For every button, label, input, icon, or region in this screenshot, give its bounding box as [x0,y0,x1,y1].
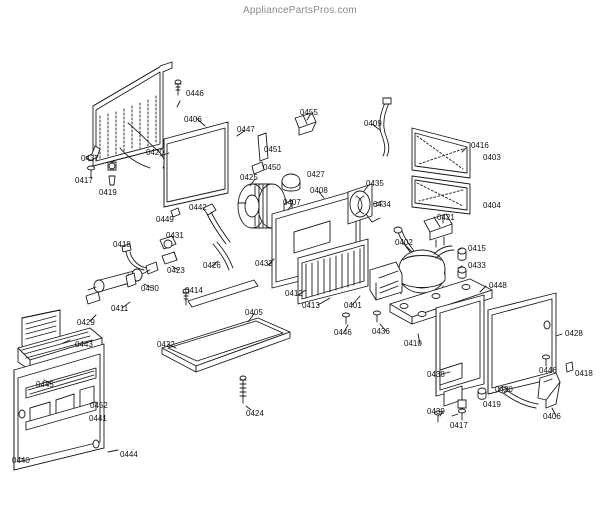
part-0405-shelf [162,318,290,372]
part-label: 0410 [404,339,422,348]
part-label: 0434 [373,200,391,209]
part-label: 0455 [300,108,318,117]
part-0419-washer-lower [478,388,486,399]
part-0419-washer [108,162,116,185]
part-label: 0406 [184,115,202,124]
part-label: 0418 [575,369,593,378]
part-0406-handle [538,373,560,408]
part-label: 0421 [437,213,455,222]
part-label: 0404 [483,201,501,210]
part-0436-screw [374,311,381,322]
part-0404-rear-panel-lower [412,176,470,214]
part-label: 0424 [246,409,264,418]
part-0430-clip [126,273,136,287]
part-label: 0443 [75,340,93,349]
part-0447-inner-door-panel [164,122,228,207]
part-label: 0405 [245,308,263,317]
part-label: 0446 [186,89,204,98]
part-label: 0448 [489,281,507,290]
part-label: 0446 [539,366,557,375]
part-label: 0436 [372,327,390,336]
part-label: 0439 [427,407,445,416]
part-0446-screw-mid [343,313,350,324]
part-label: 0442 [189,203,207,212]
part-label: 0412 [285,289,303,298]
part-label: 0406 [543,412,561,421]
part-label: 0432 [255,259,273,268]
part-label: 0447 [237,125,255,134]
part-label: 0402 [395,238,413,247]
part-label: 0423 [167,266,185,275]
part-label: 0419 [483,400,501,409]
part-label: 0440 [12,456,30,465]
part-label: 0426 [203,261,221,270]
part-label: 0408 [310,186,328,195]
part-label: 0420 [495,385,513,394]
part-0442-bracket [203,204,230,244]
part-label: 0407 [283,198,301,207]
part-label: 0430 [141,284,159,293]
part-label: 0435 [366,179,384,188]
part-label: 0417 [75,176,93,185]
part-0427-grommet [282,174,300,191]
part-label: 0437 [81,154,99,163]
part-label: 0417 [450,421,468,430]
part-label: 0433 [468,261,486,270]
part-label: 0428 [565,329,583,338]
part-label: 0449 [156,215,174,224]
part-label: 0425 [240,173,258,182]
part-0401-relay-box [370,262,402,300]
part-label: 0438 [427,370,445,379]
part-label: 0445 [36,380,54,389]
part-0429-bracket [86,292,100,304]
part-label: 0451 [264,145,282,154]
part-label: 0418 [113,240,131,249]
part-label: 0409 [364,119,382,128]
part-label: 0414 [185,286,203,295]
part-0424-screw [240,376,246,403]
part-label: 0446 [334,328,352,337]
part-label: 0441 [89,414,107,423]
part-label: 0427 [307,170,325,179]
part-0417-screw-lower [458,400,466,420]
part-label: 0419 [99,188,117,197]
part-label: 0420 [146,148,164,157]
part-label: 0422 [157,340,175,349]
part-label: 0429 [77,318,95,327]
part-label: 0444 [120,450,138,459]
part-label: 0401 [344,301,362,310]
part-0418-part-right [566,362,573,372]
part-label: 0431 [166,231,184,240]
exploded-parts-diagram [0,18,600,488]
part-0403-rear-panel [412,128,470,178]
part-label: 0411 [111,304,129,313]
part-label: 0452 [90,401,108,410]
watermark-text: AppliancePartsPros.com [243,5,357,16]
part-0433-grommet [458,267,466,278]
part-label: 0413 [302,301,320,310]
part-label: 0403 [483,153,501,162]
part-label: 0416 [471,141,489,150]
part-0423-capacitor [162,252,177,264]
part-label: 0415 [468,244,486,253]
part-label: 0450 [263,163,281,172]
